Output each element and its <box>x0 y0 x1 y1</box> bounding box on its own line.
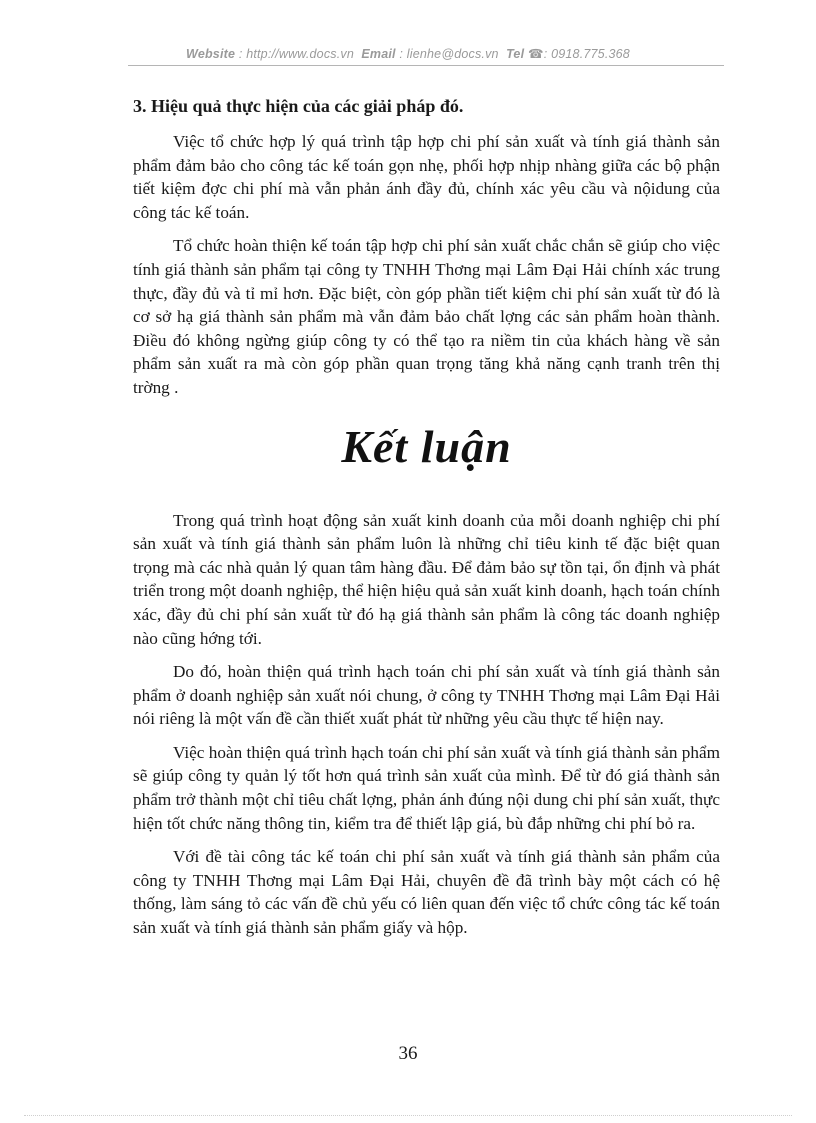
conclusion-paragraph: Trong quá trình hoạt động sản xuất kinh doanh của mỗi doanh nghiệp chi phí sản xuất và tính giá thành sản phẩm luôn là những chỉ tiêu kinh tế đặc biệt quan trọng mà các nhà quản lý quan tâm hàng đầu. Để đảm bảo sự tồn tại, ổn định và phát triển trong một doanh nghiệp, thể hiện hiệu quả sản xuất kinh doanh, hạch toán chính xác, đầy đủ chi phí sản xuất từ đó hạ giá thành sản phẩm là công tác doanh nghiệp nào cũng hớng tới. <box>133 510 720 648</box>
conclusion-paragraph: Do đó, hoàn thiện quá trình hạch toán chi phí sản xuất và tính giá thành sản phẩm ở doanh nghiệp sản xuất nói chung, ở công ty TNHH Thơng mại Lâm Đại Hải nói riêng là một vấn đề cần thiết xuất phát từ những yêu cầu thực tế hiện nay. <box>133 662 720 729</box>
email-value: : lienhe@docs.vn <box>399 47 499 61</box>
conclusion-title: Kết luận <box>341 420 512 472</box>
website-label: Website <box>186 47 236 61</box>
footer-divider <box>24 1115 792 1116</box>
page-header <box>0 46 816 61</box>
email-label: Email <box>361 47 396 61</box>
tel-value: : 0918.775.368 <box>543 47 630 61</box>
page-number: 36 <box>398 1043 418 1064</box>
section-heading: 3. Hiệu quả thực hiện của các giải pháp đó. <box>133 96 464 116</box>
phone-icon: ☎ <box>527 47 544 61</box>
conclusion-paragraph: Việc hoàn thiện quá trình hạch toán chi phí sản xuất và tính giá thành sản phẩm sẽ giúp công ty quản lý tốt hơn quá trình sản xuất của mình. Để từ đó giá thành sản phẩm trở thành một chỉ tiêu chất lợng, phản ánh đúng nội dung chi phí sản xuất, thực hiện tốt chức năng thông tin, kiểm tra để thiết lập giá, bù đắp những chi phí bỏ ra. <box>133 742 720 833</box>
website-value: : http://www.docs.vn <box>238 47 355 61</box>
section-paragraph: Tổ chức hoàn thiện kế toán tập hợp chi phí sản xuất chắc chắn sẽ giúp cho việc tính giá thành sản phẩm tại công ty TNHH Thơng mại Lâm Đại Hải chính xác trung thực, đầy đủ và tỉ mỉ hơn. Đặc biệt, còn góp phần tiết kiệm chi phí sản xuất từ đó là cơ sở hạ giá thành sản phẩm mà vẫn đảm bảo chất lợng các sản phẩm hoàn thành. Điều đó không ngừng giúp công ty có thể tạo ra niềm tin của khách hàng về sản phẩm sản xuất ra mà còn góp phần quan trọng tăng khả năng cạnh tranh trên thị trờng . <box>133 236 720 397</box>
page-content <box>133 92 720 950</box>
conclusion-paragraph: Với đề tài công tác kế toán chi phí sản xuất và tính giá thành sản phẩm của công ty TNHH Thơng mại Lâm Đại Hải, chuyên đề đã trình bày một cách có hệ thống, làm sáng tỏ các vấn đề chủ yếu có liên quan đến việc tổ chức công tác kế toán sản xuất và tính giá thành sản phẩm giấy và hộp. <box>133 847 720 938</box>
header-divider <box>128 65 724 66</box>
tel-label: Tel <box>506 47 525 61</box>
section-paragraph: Việc tổ chức hợp lý quá trình tập hợp chi phí sản xuất và tính giá thành sản phẩm đảm bảo cho công tác kế toán gọn nhẹ, phối hợp nhịp nhàng giữa các bộ phận tiết kiệm đợc chi phí mà vẫn phản ánh đầy đủ, chính xác yêu cầu và nộidung của công tác kế toán. <box>133 132 720 222</box>
